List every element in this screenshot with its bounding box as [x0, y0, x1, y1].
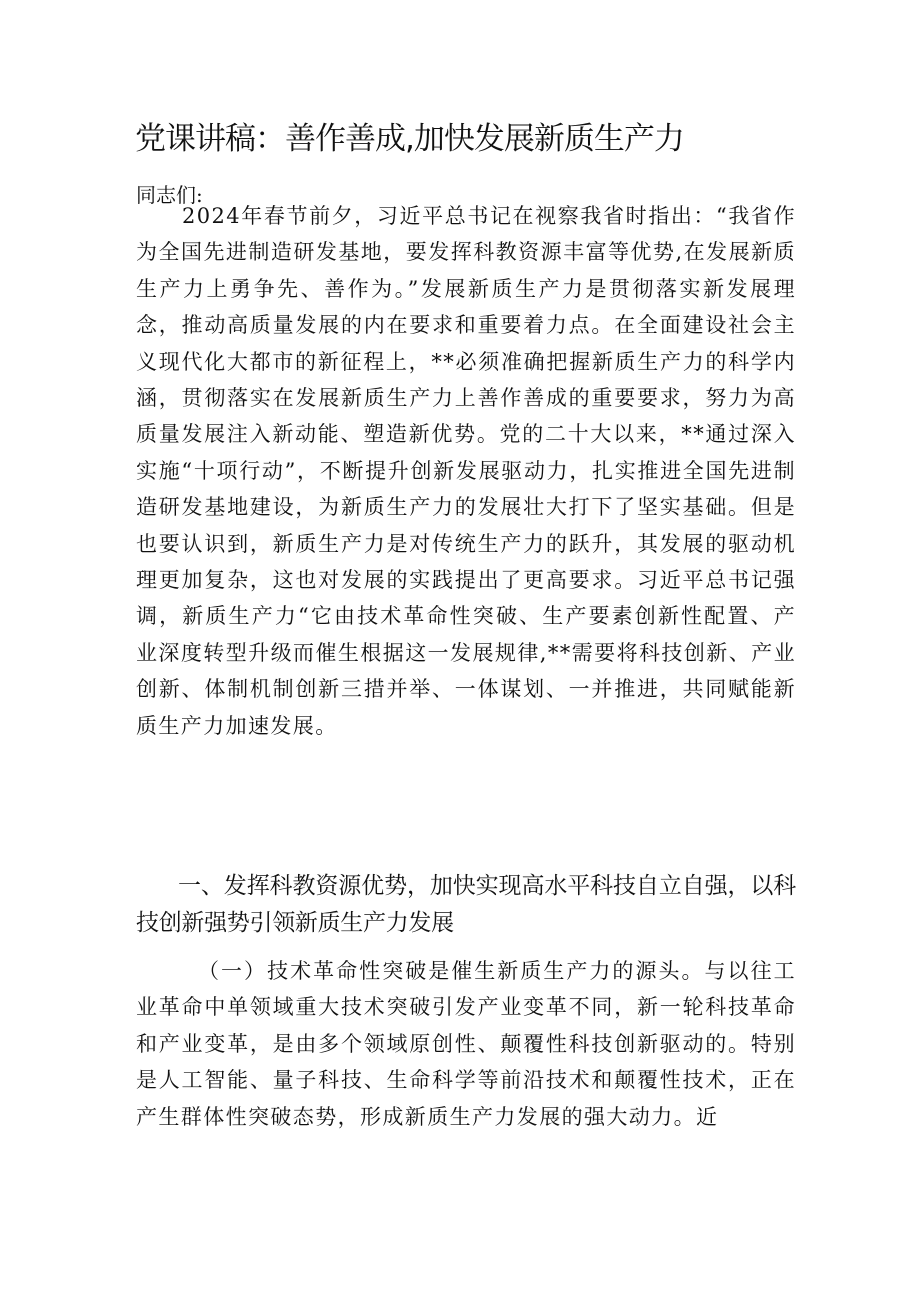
- section-heading: 一、发挥科教资源优势，加快实现高水平科技自立自强，以科技创新强势引领新质生产力发展: [136, 873, 796, 936]
- intro-paragraph: 2024年春节前夕，习近平总书记在视察我省时指出：“我省作为全国先进制造研发基地，要发挥科教资源丰富等优势,在发展新质生产力上勇争先、善作为。”发展新质生产力是贯彻落实新发展理念，推动高质量发展的内在要求和重要着力点。在全面建设社会主义现代化大都市的新征程上，**必须准确把握新质生产力的科学内涵，贯彻落实在发展新质生产力上善作善成的重要要求，努力为高质量发展注入新动能、塑造新优势。党的二十大以来，**通过深入实施“十项行动”，不断提升创新发展驱动力，扎实推进全国先进制造研发基地建设，为新质生产力的发展壮大打下了坚实基础。但是也要认识到，新质生产力是对传统生产力的跃升，其发展的驱动机理更加复杂，这也对发展的实践提出了更高要求。习近平总书记强调，新质生产力“它由技术革命性突破、生产要素创新性配置、产业深度转型升级而催生根据这一发展规律,**需要将科技创新、产业创新、体制机制创新三措并举、一体谋划、一并推进，共同赋能新质生产力加速发展。: [136, 204, 796, 738]
- salutation: 同志们:: [136, 183, 203, 207]
- subsection-paragraph: （一）技术革命性突破是催生新质生产力的源头。与以往工业革命中单领域重大技术突破引发产业变革不同，新一轮科技革命和产业变革，是由多个领域原创性、颠覆性科技创新驱动的。特别是人工智能、量子科技、生命科学等前沿技术和颠覆性技术，正在产生群体性突破态势，形成新质生产力发展的强大动力。近: [136, 959, 796, 1129]
- document-title: 党课讲稿：善作善成,加快发展新质生产力: [135, 121, 684, 157]
